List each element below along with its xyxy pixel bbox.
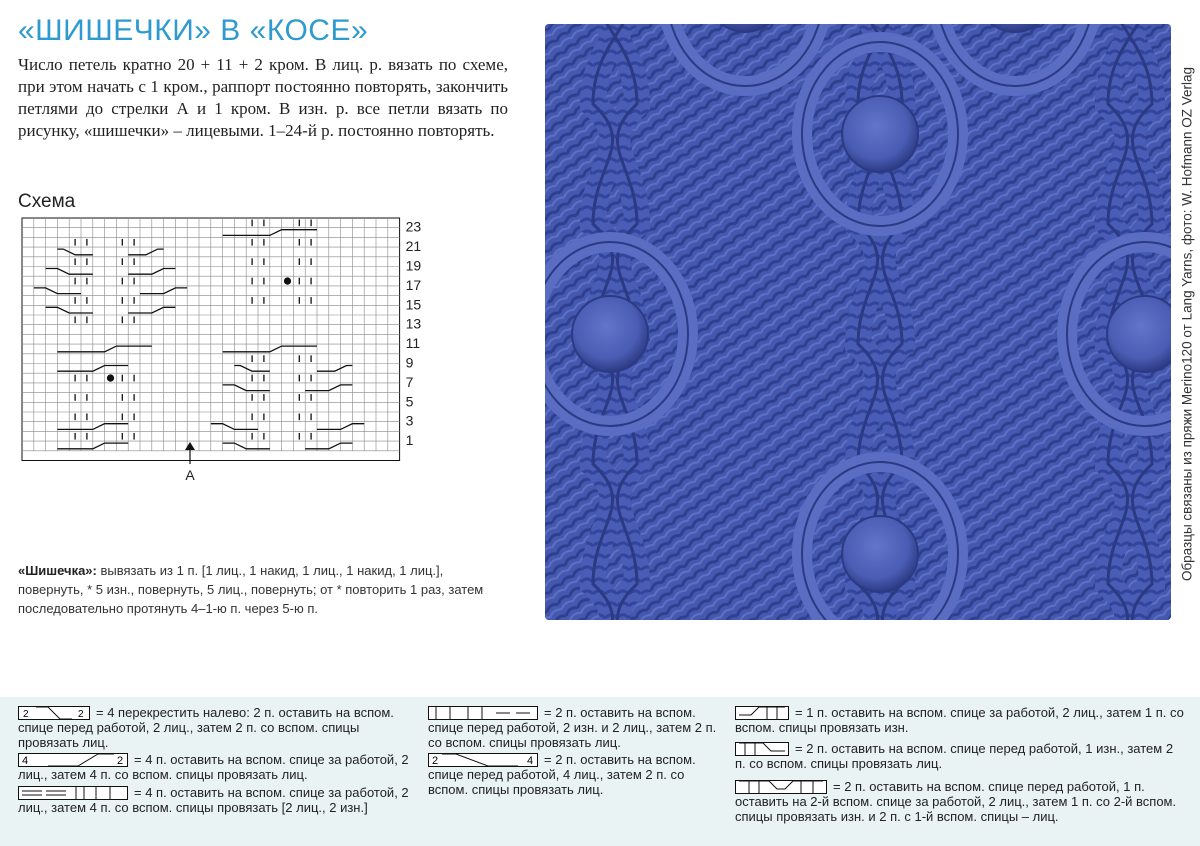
row-number: 9 bbox=[405, 354, 414, 371]
row-number: 5 bbox=[405, 393, 414, 410]
symbol-digit: 2 bbox=[78, 709, 84, 720]
cross-left-4-symbol bbox=[18, 706, 90, 720]
symbol-digit: 2 bbox=[23, 709, 29, 720]
legend-item-cross-left-4 bbox=[18, 705, 413, 750]
photo-credit bbox=[1176, 26, 1198, 622]
legend-text: = 2 п. оставить на вспом. спице перед работой, 2 изн. и 2 лиц., затем 2 п. со вспом. спицы провязать лиц. bbox=[428, 705, 717, 750]
bobble-description: вывязать из 1 п. [1 лиц., 1 накид, 1 лиц., 1 накид, 1 лиц.], повернуть, * 5 изн., повернуть, 5 лиц., повернуть; от * повторить 1 раз, затем последовательно протянуть 4–1-ю п. через 5-ю п. bbox=[18, 563, 484, 616]
legend-item-cross-2-1-purl bbox=[735, 741, 1185, 771]
cross-2-purl-symbol bbox=[428, 706, 538, 720]
legend-text: = 4 перекрестить налево: 2 п. оставить на вспом. спице перед работой, 2 лиц., затем 2 п. со вспом. спицы провязать лиц. bbox=[18, 705, 394, 750]
instructions-text: Число петель кратно 20 + 11 + 2 кром. В лиц. р. вязать по схеме, при этом начать с 1 кром., раппорт постоянно повторять, закончить петлями до стрелки А и 1 кром. В изн. р. все петли вязать по рисунку, «шишечки» – лицевыми. 1–24-й р. постоянно повторять. bbox=[18, 55, 508, 140]
legend-text: = 1 п. оставить на вспом. спице за работой, 2 лиц., затем 1 п. со вспом. спицы провязать изн. bbox=[735, 705, 1184, 735]
bobble-mark bbox=[108, 375, 114, 381]
cross-2-4-symbol bbox=[428, 753, 538, 767]
bobble-term: «Шишечка»: bbox=[18, 563, 97, 578]
row-number: 17 bbox=[405, 276, 422, 293]
arrow-a bbox=[185, 442, 195, 483]
knitting-chart bbox=[14, 212, 434, 487]
knitted-sample-photo bbox=[545, 24, 1171, 620]
legend-item-cross-right-4-purl bbox=[18, 785, 413, 815]
cross-1-2-purl-symbol bbox=[735, 706, 789, 720]
legend-item-cross-1-2-purl bbox=[735, 705, 1185, 735]
row-number: 11 bbox=[405, 335, 421, 352]
page-title: «ШИШЕЧКИ» В «КОСЕ» bbox=[18, 14, 369, 47]
cross-2-1-2-symbol bbox=[735, 780, 827, 794]
arrow-a-label: А bbox=[185, 467, 195, 483]
legend-text: = 4 п. оставить на вспом. спице за работой, 2 лиц., затем 4 п. со вспом. спицы провязать [2 лиц., 2 изн.] bbox=[18, 785, 409, 815]
legend-item-cross-2-purl bbox=[428, 705, 728, 750]
symbol-digit: 4 bbox=[527, 755, 534, 767]
cross-2-1-purl-symbol bbox=[735, 742, 789, 756]
legend-text: = 4 п. оставить на вспом. спице за работой, 2 лиц., затем 4 п. со вспом. спицы провязать лиц. bbox=[18, 752, 409, 782]
schema-label: Схема bbox=[18, 191, 76, 212]
legend-item-cross-right-4 bbox=[18, 752, 413, 782]
symbol-digit: 2 bbox=[117, 755, 124, 767]
row-number: 3 bbox=[405, 412, 414, 429]
symbol-digit: 4 bbox=[22, 755, 29, 767]
row-number: 7 bbox=[405, 373, 414, 390]
bobble-note bbox=[18, 561, 508, 618]
cross-right-4-purl-symbol bbox=[18, 786, 128, 800]
legend-text: = 2 п. оставить на вспом. спице перед работой, 1 п. оставить на 2-й вспом. спице за работой, 2 лиц., затем 1 п. со 2-й вспом. спицы провязать изн. и 2 п. с 1-й вспом. спицы – лиц. bbox=[735, 779, 1177, 824]
symbol-digit: 2 bbox=[432, 755, 439, 767]
row-number: 23 bbox=[405, 218, 422, 235]
row-number: 19 bbox=[405, 257, 422, 274]
photo-credit-text: Образцы связаны из пряжи Merino120 от Lang Yarns, фото: W. Hofmann OZ Verlag bbox=[1179, 66, 1195, 582]
legend-item-cross-2-4 bbox=[428, 752, 728, 797]
bobble-mark bbox=[285, 278, 291, 284]
legend-text: = 2 п. оставить на вспом. спице перед работой, 1 изн., затем 2 п. со вспом. спицы провязать лиц. bbox=[735, 741, 1174, 771]
row-number: 21 bbox=[405, 238, 422, 255]
row-number: 1 bbox=[405, 432, 414, 449]
row-number: 13 bbox=[405, 315, 422, 332]
legend-text: = 2 п. оставить на вспом. спице перед работой, 4 лиц., затем 2 п. со вспом. спицы провязать лиц. bbox=[428, 752, 696, 797]
row-number: 15 bbox=[405, 296, 422, 313]
legend-item-cross-2-1-2 bbox=[735, 779, 1185, 824]
symbol-legend bbox=[0, 697, 1200, 846]
cross-right-4-symbol bbox=[18, 753, 128, 767]
